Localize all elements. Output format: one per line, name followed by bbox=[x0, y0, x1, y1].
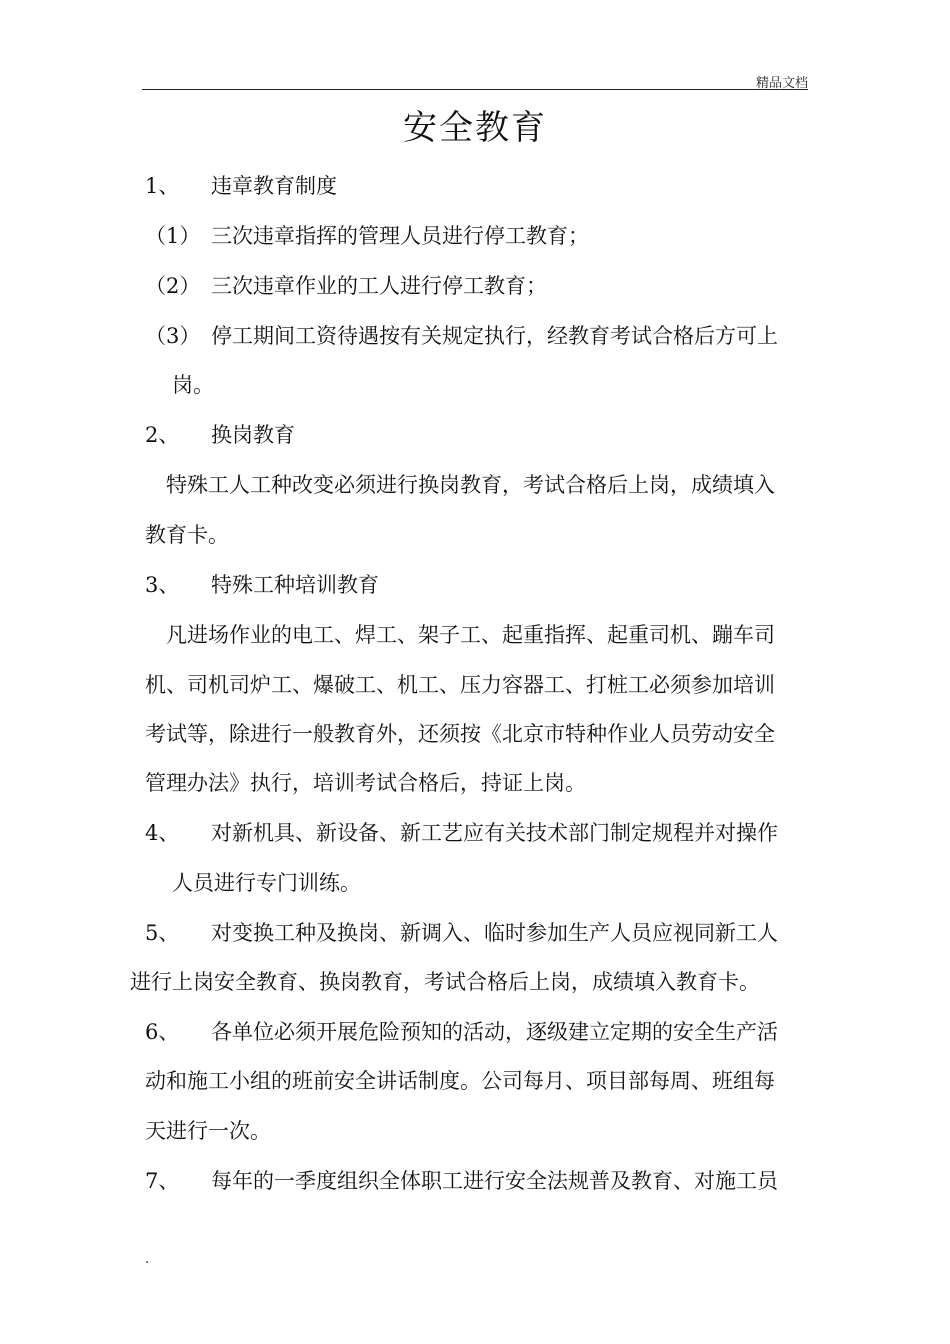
section-3-body-line: 凡进场作业的电工、焊工、架子工、起重指挥、起重司机、蹦车司 bbox=[166, 623, 775, 647]
header-rule bbox=[142, 89, 808, 90]
section-6-number: 6、 bbox=[145, 1020, 180, 1044]
page-title: 安全教育 bbox=[403, 108, 547, 148]
item-2-number: （2） bbox=[145, 274, 201, 298]
section-2-body-line: 教育卡。 bbox=[145, 523, 229, 547]
section-1-number: 1、 bbox=[145, 174, 180, 198]
section-5-number: 5、 bbox=[145, 921, 180, 945]
section-3-body-line: 考试等，除进行一般教育外，还须按《北京市特种作业人员劳动安全 bbox=[145, 722, 775, 746]
item-3-number: （3） bbox=[145, 324, 201, 348]
section-1-heading: 违章教育制度 bbox=[211, 174, 337, 198]
item-1-number: （1） bbox=[145, 224, 201, 248]
section-2-heading: 换岗教育 bbox=[211, 423, 295, 447]
footer-mark: . bbox=[145, 1252, 150, 1267]
page-header-label: 精品文档 bbox=[755, 76, 808, 91]
section-3-body-line: 管理办法》执行，培训考试合格后，持证上岗。 bbox=[145, 771, 586, 795]
section-2-body-line: 特殊工人工种改变必须进行换岗教育，考试合格后上岗，成绩填入 bbox=[166, 473, 775, 497]
section-6-text: 各单位必须开展危险预知的活动，逐级建立定期的安全生产活 bbox=[211, 1020, 778, 1044]
section-4-continuation: 人员进行专门训练。 bbox=[172, 871, 361, 895]
section-3-body-line: 机、司机司炉工、爆破工、机工、压力容器工、打桩工必须参加培训 bbox=[145, 673, 775, 697]
section-4-number: 4、 bbox=[145, 821, 180, 845]
item-1-text: 三次违章指挥的管理人员进行停工教育； bbox=[211, 224, 589, 248]
section-7-text: 每年的一季度组织全体职工进行安全法规普及教育、对施工员 bbox=[211, 1169, 778, 1193]
section-6-continuation: 动和施工小组的班前安全讲话制度。公司每月、项目部每周、班组每 bbox=[145, 1069, 775, 1093]
section-2-number: 2、 bbox=[145, 423, 180, 447]
section-4-text: 对新机具、新设备、新工艺应有关技术部门制定规程并对操作 bbox=[211, 821, 778, 845]
section-5-text: 对变换工种及换岗、新调入、临时参加生产人员应视同新工人 bbox=[211, 921, 778, 945]
section-7-number: 7、 bbox=[145, 1169, 180, 1193]
item-2-text: 三次违章作业的工人进行停工教育； bbox=[211, 274, 547, 298]
item-3-continuation: 岗。 bbox=[172, 373, 214, 397]
section-6-continuation: 天进行一次。 bbox=[145, 1119, 271, 1143]
section-3-heading: 特殊工种培训教育 bbox=[211, 573, 379, 597]
section-3-number: 3、 bbox=[145, 573, 180, 597]
section-5-continuation: 进行上岗安全教育、换岗教育，考试合格后上岗，成绩填入教育卡。 bbox=[130, 970, 760, 994]
item-3-text: 停工期间工资待遇按有关规定执行，经教育考试合格后方可上 bbox=[211, 324, 778, 348]
